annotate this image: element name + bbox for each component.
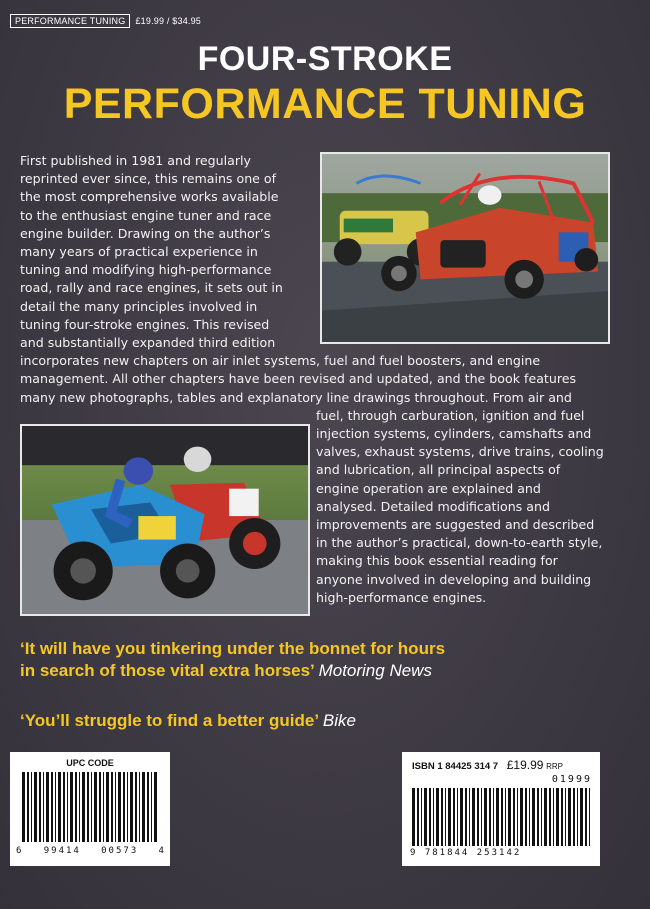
blurb-line: detail the many principles involved in (20, 298, 258, 314)
upc-title: UPC CODE (66, 758, 114, 768)
barcode-bar (513, 788, 515, 846)
blurb-line: high-performance engines. (316, 589, 487, 605)
blurb-line: road, rally and race engines, it sets out in (20, 280, 283, 296)
blurb-line: in the author’s practical, down-to-earth style, (316, 535, 603, 551)
isbn-rrp: RRP (546, 762, 563, 771)
barcode-bar (22, 772, 25, 842)
barcode-bar (135, 772, 137, 842)
blurb-line: management. All other chapters have been revised and updated, and the book features (20, 371, 577, 387)
barcode-bar (472, 788, 475, 846)
isbn-digits: 9 781844 253142 (410, 848, 522, 858)
barcode-bar (43, 772, 44, 842)
blurb-block-c (316, 407, 630, 607)
barcode-bar (553, 788, 554, 846)
barcode-bar (469, 788, 470, 846)
barcode-bar (412, 788, 415, 846)
barcode-bar (67, 772, 68, 842)
quote-source: Motoring News (318, 661, 432, 680)
isbn-line (412, 758, 563, 772)
blurb-line: the most comprehensive works available (20, 189, 279, 205)
barcode-bar (417, 788, 419, 846)
barcode-bar (529, 788, 530, 846)
barcode-bar (106, 772, 109, 842)
barcode-bar (589, 788, 590, 846)
quote-line: in search of those vital extra horses’ (20, 661, 314, 680)
isbn-price: £19.99 (506, 758, 544, 772)
title-line-2: PERFORMANCE TUNING (63, 80, 587, 128)
isbn-number: ISBN 1 84425 314 7 (412, 761, 499, 772)
barcode-bar (465, 788, 467, 846)
barcode-bar (525, 788, 527, 846)
barcode-bar (82, 772, 85, 842)
blurb-line: reprinted ever since, this remains one of (20, 171, 277, 187)
blurb-text (20, 152, 630, 607)
barcode-bar (556, 788, 559, 846)
quote-line: ‘You’ll struggle to find a better guide’ (20, 711, 319, 730)
barcode-bar (147, 772, 149, 842)
upc-barcode-box (10, 752, 170, 866)
barcode-bar (453, 788, 455, 846)
upc-barcode-bars (22, 772, 158, 842)
barcode-bar (99, 772, 101, 842)
barcode-bar (573, 788, 575, 846)
isbn-supplement-number: 01999 (551, 774, 592, 785)
blurb-line: improvements are suggested and described (316, 517, 595, 533)
barcode-bar (577, 788, 578, 846)
barcode-bar (501, 788, 503, 846)
blurb-line: engine operation are explained and (316, 480, 541, 496)
barcode-bar (154, 772, 157, 842)
barcode-bar (568, 788, 571, 846)
barcode-bar (541, 788, 542, 846)
barcode-bar (127, 772, 128, 842)
blurb-line: making this book essential reading for (316, 553, 558, 569)
isbn-barcode-box (402, 752, 600, 866)
blurb-line: to the enthusiast engine tuner and race (20, 207, 272, 223)
spine-label (10, 14, 201, 28)
barcode-bar (436, 788, 439, 846)
barcode-bar (79, 772, 80, 842)
barcode-bar (55, 772, 56, 842)
barcode-bar (63, 772, 65, 842)
upc-digit-group: 4 (158, 846, 166, 856)
quote-line-with-source (20, 660, 630, 682)
barcode-bar (505, 788, 506, 846)
barcode-bar (429, 788, 431, 846)
barcode-bar (445, 788, 446, 846)
barcode-bar (489, 788, 491, 846)
barcode-bar (142, 772, 145, 842)
barcode-bar (31, 772, 32, 842)
title-line-1: FOUR-STROKE (197, 40, 453, 78)
upc-digit-group: 00573 (101, 846, 139, 856)
barcode-bar (441, 788, 443, 846)
barcode-bar (39, 772, 41, 842)
barcode-bar (421, 788, 422, 846)
barcode-bar (94, 772, 97, 842)
blurb-line: anyone involved in developing and building (316, 571, 592, 587)
blurb-line: many new photographs, tables and explanatory line drawings throughout. From air and (20, 389, 572, 405)
upc-digit-group: 6 (16, 846, 24, 856)
barcode-bar (118, 772, 121, 842)
review-quote-1 (20, 638, 630, 682)
barcode-bar (46, 772, 49, 842)
barcode-bar (130, 772, 133, 842)
blurb-line: and substantially expanded third edition (20, 335, 276, 351)
barcode-bar (561, 788, 563, 846)
barcode-bar (549, 788, 551, 846)
blurb-block-a (20, 152, 316, 352)
blurb-line: First published in 1981 and regularly (20, 153, 251, 168)
barcode-bar (111, 772, 113, 842)
barcode-bar (580, 788, 583, 846)
blurb-line: valves, exhaust systems, drive trains, cooling (316, 444, 604, 460)
barcode-bar (517, 788, 518, 846)
blurb-line: incorporates new chapters on air inlet systems, fuel and fuel boosters, and engine (20, 353, 541, 369)
barcode-bar (34, 772, 37, 842)
barcode-bar (477, 788, 479, 846)
barcode-bar (520, 788, 523, 846)
upc-digits (16, 846, 166, 856)
barcode-bar (27, 772, 29, 842)
blurb-line: engine builder. Drawing on the author’s (20, 225, 271, 241)
blurb-block-b (20, 352, 630, 407)
blurb-line: many years of practical experience in (20, 244, 258, 260)
blurb-line: fuel, through carburation, ignition and fuel (316, 407, 585, 423)
review-quote-2 (20, 710, 630, 732)
blurb-line: tuning and modifying high-performance (20, 262, 272, 278)
barcode-bar (585, 788, 587, 846)
barcode-bar (532, 788, 535, 846)
barcode-bar (151, 772, 152, 842)
barcode-bar (565, 788, 566, 846)
barcode-bar (433, 788, 434, 846)
barcode-bar (87, 772, 89, 842)
barcode-bar (537, 788, 539, 846)
barcode-bar (123, 772, 125, 842)
barcode-bar (75, 772, 77, 842)
blurb-line: tuning four-stroke engines. This revised (20, 316, 270, 332)
barcode-bar (424, 788, 427, 846)
barcode-bar (91, 772, 92, 842)
barcode-bar (103, 772, 104, 842)
quote-source: Bike (322, 711, 356, 730)
blurb-line: analysed. Detailed modifications and (316, 498, 550, 514)
barcode-bar (448, 788, 451, 846)
barcode-bar (484, 788, 487, 846)
barcode-bar (460, 788, 463, 846)
barcode-bar (496, 788, 499, 846)
barcode-bar (493, 788, 494, 846)
barcode-bar (544, 788, 547, 846)
spine-price: £19.99 / $34.95 (135, 16, 202, 26)
barcode-bar (70, 772, 73, 842)
barcode-bar (115, 772, 116, 842)
upc-digit-group: 99414 (43, 846, 81, 856)
barcode-bar (139, 772, 140, 842)
isbn-barcode-bars (412, 788, 592, 846)
barcode-bar (457, 788, 458, 846)
spine-series-label: PERFORMANCE TUNING (10, 14, 130, 28)
barcode-bar (51, 772, 53, 842)
blurb-line: injection systems, cylinders, camshafts and (316, 426, 592, 442)
quote-line: ‘It will have you tinkering under the bonnet for hours (20, 639, 446, 658)
barcode-bar (508, 788, 511, 846)
barcode-bar (481, 788, 482, 846)
barcode-bar (58, 772, 61, 842)
blurb-line: and lubrication, all principal aspects of (316, 462, 561, 478)
